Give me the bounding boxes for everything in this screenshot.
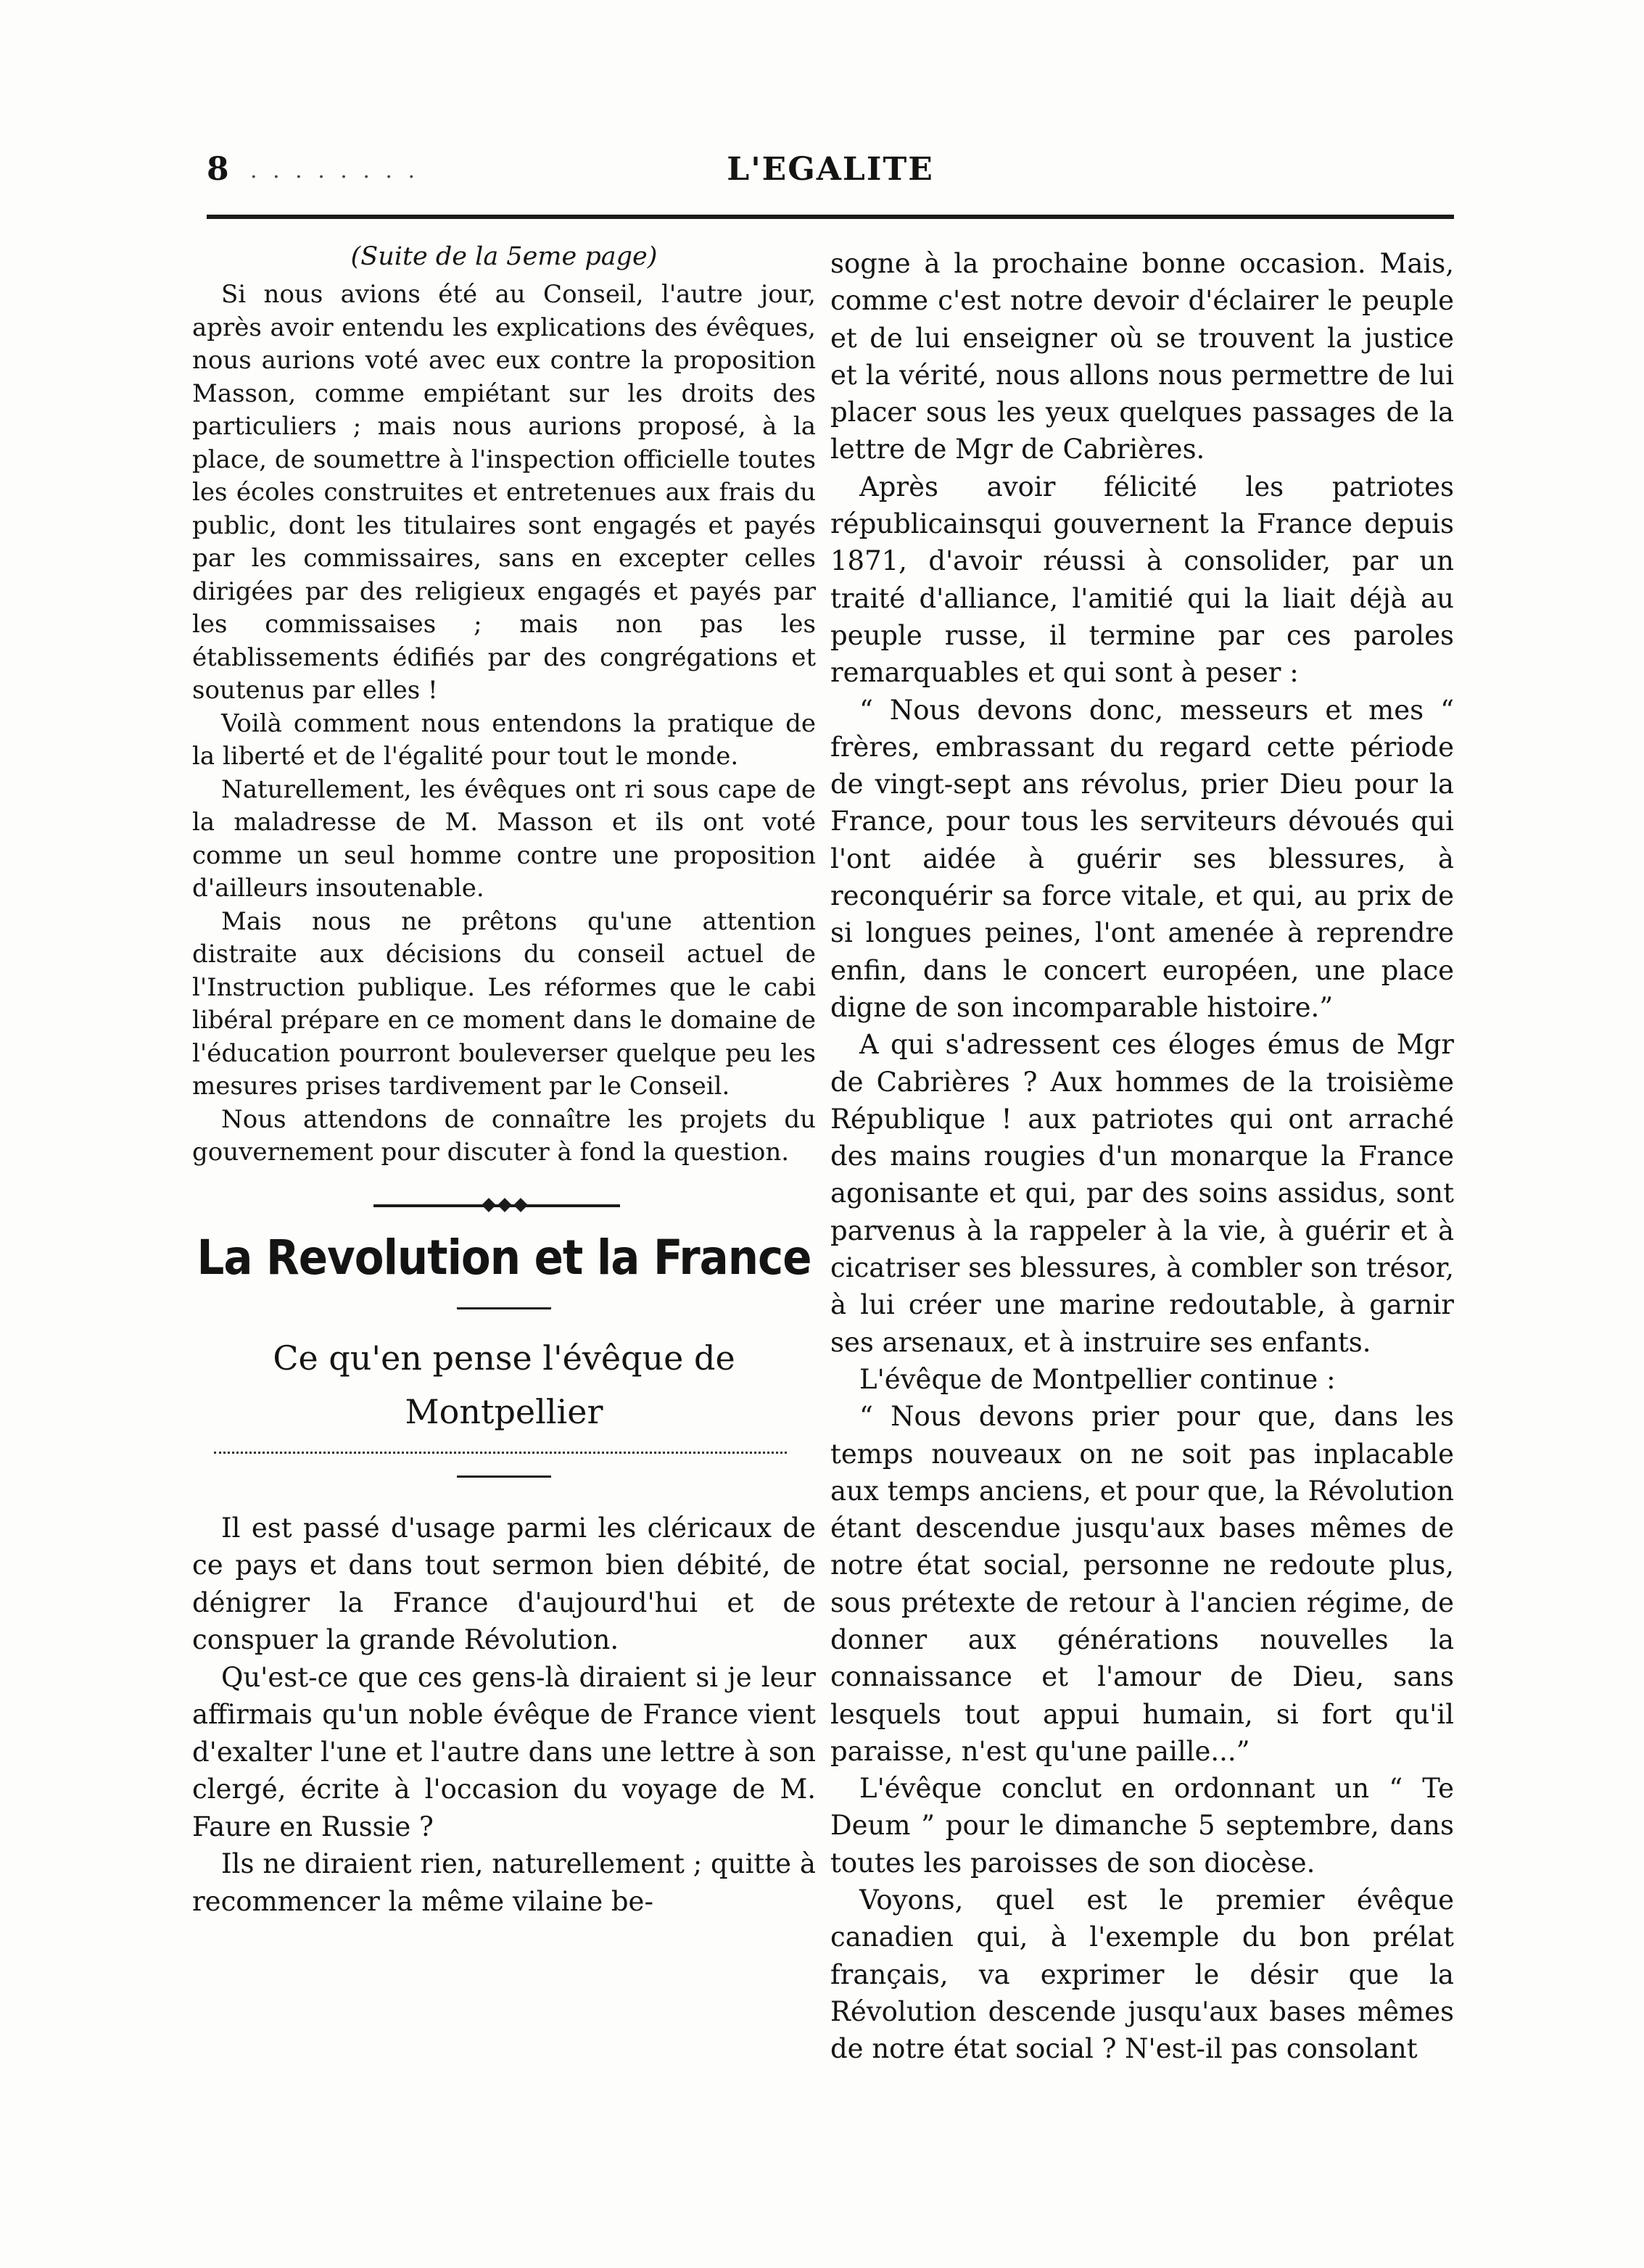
title-rule (457, 1307, 551, 1309)
ornament-diamond (482, 1198, 496, 1212)
header-leader-dots: . . . . . . . . (250, 158, 420, 183)
masthead-title: L'EGALITE (727, 151, 934, 188)
right-paragraph: Voyons, quel est le premier évêque canadien qui, à l'exemple du bon prélat français, va exprimer le désir que la Révolution descende jusqu'aux bases mêmes de notre état social ? N'est-il pas consolant (830, 1884, 1454, 2065)
quote-paragraph: “ Nous devons prier pour que, dans les temps nouveaux on ne soit pas inplacable aux temps anciens, et pour que, la Révolution étant descendue jusqu'aux bases mêmes de notre état social, personne ne redoute plus, sous prétexte de retour à l'ancien régime, de donner aux générations nouvelles la connaissance et l'amour de Dieu, sans lesquels tout appui humain, si fort qu'il paraisse, n'est qu'une paille...” (830, 1401, 1454, 1767)
page-header (207, 151, 1454, 194)
right-paragraph: sogne à la prochaine bonne occasion. Mais, comme c'est notre devoir d'éclairer le peuple et de lui enseigner où se trouvent la justice et la vérité, nous allons nous permettre de lui placer sous les yeux quelques passages de la lettre de Mgr de Cabrières. (830, 248, 1454, 465)
page-number: 8 (207, 151, 229, 188)
left-paragraph: Mais nous ne prêtons qu'une attention distraite aux décisions du conseil actuel de l'Instruction publique. Les réformes que le cabi libéral prépare en ce moment dans le domaine de l'éducation pourront bouleverser quelque peu les mesures prises tardivement par le Conseil. (192, 906, 816, 1101)
ornament-diamond (513, 1198, 528, 1212)
article-subtitle-line1: Ce qu'en pense l'évêque de (273, 1338, 735, 1378)
quote-paragraph: “ Nous devons donc, messeurs et mes “ frères, embrassant du regard cette période de vingt-sept ans révolus, prier Dieu pour la France, pour tous les serviteurs dévoués qui l'ont aidée à guérir ses blessures, à reconquérir sa force vitale, et qui, au prix de si longues peines, l'ont amenée à reprendre enfin, dans le concert européen, une place digne de son incomparable histoire.” (830, 694, 1454, 1023)
subtitle-rule (457, 1476, 551, 1478)
left-paragraph: Voilà comment nous entendons la pratique de la liberté et de l'égalité pour tout le monde. (192, 708, 816, 771)
article-body-left (192, 1510, 816, 1921)
article-subtitle-line2: Montpellier (405, 1391, 603, 1431)
left-column (192, 239, 816, 1920)
right-paragraph: L'évêque conclut en ordonnant un “ Te Deum ” pour le dimanche 5 septembre, dans toutes les paroisses de son diocèse. (830, 1773, 1454, 1879)
right-paragraph: A qui s'adressent ces éloges émus de Mgr de Cabrières ? Aux hommes de la troisième République ! aux patriotes qui ont arraché des mains rougies d'un monarque la France agonisante et qui, par des soins assidus, sont parvenus à la rappeler à la vie, à guérir et à cicatriser ses blessures, à combler son trésor, à lui créer une marine redoutable, à garnir ses arsenaux, et à instruire ses enfants. (830, 1029, 1454, 1358)
ornament-line (373, 1204, 620, 1207)
left-paragraph: Naturellement, les évêques ont ri sous cape de la maladresse de M. Masson et ils ont voté comme un seul homme contre une proposition d'ailleurs insoutenable. (192, 774, 816, 903)
article-title: La Revolution et la France (197, 1229, 811, 1286)
ornament-diamond (497, 1198, 512, 1212)
section-divider-ornament (192, 1184, 816, 1228)
left-paragraph: Si nous avions été au Conseil, l'autre jour, après avoir entendu les explications des évêques, nous aurions voté avec eux contre la proposition Masson, comme empiétant sur les droits des particuliers ; mais nous aurions proposé, à la place, de soumettre à l'inspection officielle toutes les écoles construites et entretenues aux frais du public, dont les titulaires sont engagés et payés par les commissaires, sans en excepter celles dirigées par des religieux engagés et payés par les commissaises ; mais non pas les établissements édifiés par des congrégations et soutenus par elles ! (192, 280, 816, 705)
continuation-note: (Suite de la 5eme page) (350, 242, 658, 271)
header-rule (207, 215, 1454, 219)
right-column (830, 245, 1454, 2068)
article-paragraph: Il est passé d'usage parmi les cléricaux de ce pays et dans tout sermon bien débité, de dénigrer la France d'aujourd'hui et de conspuer la grande Révolution. (192, 1512, 816, 1655)
left-paragraph: Nous attendons de connaître les projets du gouvernement pour discuter à fond la question. (192, 1104, 816, 1167)
article-paragraph: Ils ne diraient rien, naturellement ; quitte à recommencer la même vilaine be- (192, 1848, 816, 1917)
article-paragraph: Qu'est-ce que ces gens-là diraient si je leur affirmais qu'un noble évêque de France vient d'exalter l'une et l'autre dans une lettre à son clergé, écrite à l'occasion du voyage de M. Faure en Russie ? (192, 1661, 816, 1842)
right-paragraph: Après avoir félicité les patriotes républicainsqui gouvernent la France depuis 1871, d'avoir réussi à consolider, par un traité d'alliance, l'amitié qui la liait déjà au peuple russe, il termine par ces paroles remarquables et qui sont à peser : (830, 471, 1454, 689)
subtitle-dotted-rule (214, 1452, 787, 1454)
right-paragraph: L'évêque de Montpellier continue : (859, 1363, 1336, 1395)
